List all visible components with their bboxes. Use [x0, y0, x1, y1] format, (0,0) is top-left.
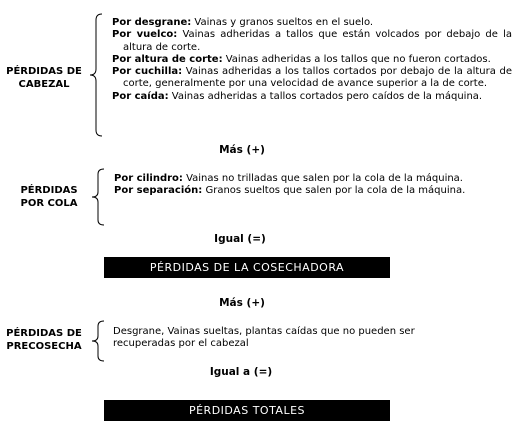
precosecha-label-line2: PRECOSECHA	[6, 341, 82, 352]
harvester-losses-bar: PÉRDIDAS DE LA COSECHADORA	[104, 257, 390, 278]
cola-item-separacion	[114, 185, 480, 197]
item-desc: Vainas adheridas a los tallos que no fueron cortados.	[222, 53, 491, 65]
item-desc: Vainas adheridas a tallos cortados pero caídos de la máquina.	[168, 90, 483, 102]
cola-label-line1: PÉRDIDAS	[20, 185, 78, 196]
cabezal-item-desgrane	[112, 17, 512, 29]
item-term: Por separación:	[114, 185, 203, 197]
cabezal-label-line1: PÉRDIDAS DE	[6, 66, 82, 77]
item-term: Por caída:	[112, 90, 169, 102]
precosecha-text: Desgrane, Vainas sueltas, plantas caídas que no pueden ser recuperadas por el cabezal	[113, 326, 415, 350]
precosecha-label-line1: PÉRDIDAS DE	[6, 328, 82, 339]
cabezal-label-line2: CABEZAL	[18, 79, 70, 90]
plus-operator-1: Más (+)	[219, 144, 265, 156]
item-desc: Vainas no trilladas que salen por la cola de la máquina.	[182, 173, 463, 184]
cola-label	[8, 184, 90, 210]
item-desc: Vainas adheridas a los tallos cortados por debajo de la altura de corte, generalmente por una velocidad de avance superior a la de corte.	[123, 66, 512, 90]
cola-items	[114, 173, 480, 198]
cabezal-label	[0, 65, 88, 91]
cabezal-items	[112, 17, 512, 103]
plus-operator-2: Más (+)	[219, 297, 265, 309]
precosecha-brace	[90, 320, 106, 362]
cabezal-item-cuchilla	[112, 66, 512, 91]
cola-label-line2: POR COLA	[20, 198, 78, 209]
item-desc: Vainas adheridas a tallos que están volcados por debajo de la altura de corte.	[123, 29, 512, 53]
cola-brace	[90, 168, 106, 226]
cola-item-cilindro	[114, 173, 480, 185]
item-term: Por desgrane:	[112, 17, 192, 28]
cabezal-item-altura	[112, 54, 512, 66]
item-desc: Vainas y granos sueltos en el suelo.	[191, 17, 374, 28]
cabezal-item-caida	[112, 91, 512, 103]
item-term: Por altura de corte:	[112, 53, 223, 65]
cabezal-item-vuelco	[112, 29, 512, 54]
item-term: Por cuchilla:	[112, 66, 183, 78]
equals-operator-1: Igual (=)	[214, 233, 266, 245]
item-term: Por cilindro:	[114, 173, 183, 184]
precosecha-label	[0, 327, 88, 353]
equals-operator-2: Igual a (=)	[209, 366, 273, 378]
item-term: Por vuelco:	[112, 29, 178, 41]
item-desc: Granos sueltos que salen por la cola de la máquina.	[202, 185, 466, 197]
total-losses-bar: PÉRDIDAS TOTALES	[104, 400, 390, 421]
cabezal-brace	[88, 13, 104, 137]
